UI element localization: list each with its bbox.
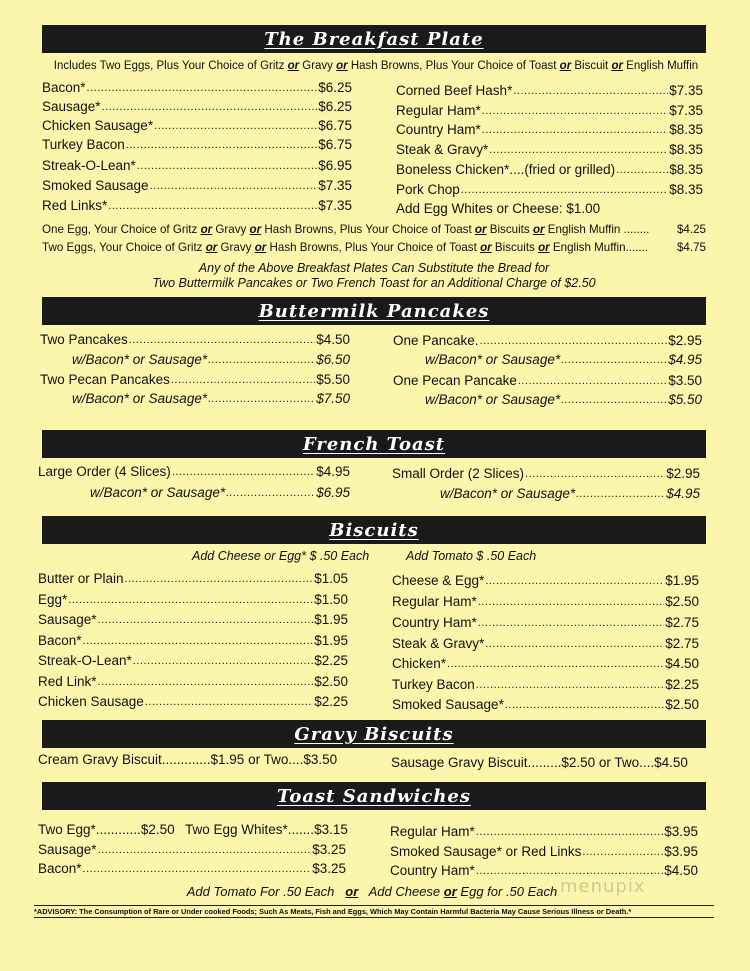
substitute-note-1: Any of the Above Breakfast Plates Can Substitute the Bread for [198, 261, 550, 275]
biscuits-banner [42, 516, 706, 544]
menu-item: Steak & Gravy* ..... $8.35 [396, 140, 703, 159]
menu-item: Bacon* ..... $3.25 [38, 859, 346, 878]
menu-item: Turkey Bacon ..... $2.25 [392, 675, 699, 694]
egg-whites-addon: Add Egg Whites or Cheese: $1.00 [396, 201, 601, 216]
menu-item: Country Ham* ..... $4.50 [390, 861, 698, 880]
french-toast-title: French Toast [302, 433, 446, 455]
menu-item: Red Links* ..... $7.35 [42, 196, 352, 215]
toast-addons: Add Tomato For .50 Each or Add Cheese or Egg for .50 Each [186, 884, 558, 899]
gravy-biscuits-title: Gravy Biscuits [294, 723, 454, 745]
menu-item: Chicken Sausage ..... $2.25 [38, 692, 348, 711]
substitute-note-2: Two Buttermilk Pancakes or Two French Toast for an Additional Charge of $2.50 [152, 276, 596, 290]
menu-item: Sausage* ..... $1.95 [38, 610, 348, 629]
menu-item: Two Pecan Pancakes ..... $5.50 [40, 370, 350, 389]
menu-item: Two Egg*............$2.50 [38, 822, 175, 837]
pancakes-title: Buttermilk Pancakes [258, 300, 490, 322]
menu-item: Pork Chop ..... $8.35 [396, 180, 703, 199]
gravy-biscuits-banner [42, 720, 706, 748]
breakfast-banner [42, 25, 706, 53]
menu-item: Sausage* ..... $3.25 [38, 840, 346, 859]
advisory-notice: *ADVISORY: The Consumption of Rare or Under cooked Foods; Such As Meats, Fish and Eggs, Which May Contain Harmful Bacteria May Cause Serious Illness or Death.* [34, 905, 714, 918]
watermark: menupix [560, 876, 646, 897]
menu-item: Smoked Sausage* or Red Links ..... $3.95 [390, 842, 698, 861]
breakfast-includes: Includes Two Eggs, Plus Your Choice of Gritz or Gravy or Hash Browns, Plus Your Choice of Toast or Biscuit or English Muffin [53, 60, 699, 72]
menu-item: Turkey Bacon ..... $6.75 [42, 135, 352, 154]
menu-item: Country Ham* ..... $8.35 [396, 120, 703, 139]
menu-item: Regular Ham* ..... $2.50 [392, 592, 699, 611]
menu-item: w/Bacon* or Sausage* ..... $5.50 [425, 390, 702, 409]
menu-item: Two Egg Whites*.......$3.15 [185, 822, 348, 837]
menu-item: Chicken* ..... $4.50 [392, 654, 699, 673]
menu-item: Streak-O-Lean* ..... $2.25 [38, 651, 348, 670]
menu-item: Cheese & Egg* ..... $1.95 [392, 571, 699, 590]
menu-item: Steak & Gravy* ..... $2.75 [392, 634, 699, 653]
menu-item: w/Bacon* or Sausage* ..... $7.50 [72, 389, 350, 408]
menu-item: One Pancake. ..... $2.95 [393, 331, 702, 350]
cream-gravy-biscuit: Cream Gravy Biscuit.............$1.95 or Two....$3.50 [38, 752, 338, 767]
menu-item: Bacon* ..... $1.95 [38, 631, 348, 650]
biscuits-title: Biscuits [329, 519, 419, 541]
menu-item: Small Order (2 Slices) ..... $2.95 [392, 464, 700, 483]
menu-item: Country Ham* ..... $2.75 [392, 613, 699, 632]
menu-item: w/Bacon* or Sausage* ..... $4.95 [425, 350, 702, 369]
breakfast-title: The Breakfast Plate [264, 28, 484, 50]
menu-item: Smoked Sausage ..... $7.35 [42, 176, 352, 195]
menu-item: Large Order (4 Slices) ..... $4.95 [38, 462, 350, 481]
menu-item: Sausage* ..... $6.25 [42, 97, 352, 116]
menu-item: w/Bacon* or Sausage* ..... $6.95 [90, 483, 350, 502]
menu-item: Smoked Sausage* ..... $2.50 [392, 695, 699, 714]
menu-item: Corned Beef Hash* ..... $7.35 [396, 81, 703, 100]
sausage-gravy-biscuit: Sausage Gravy Biscuit.........$2.50 or Two....$4.50 [391, 755, 688, 770]
menu-item: Streak-O-Lean* ..... $6.95 [42, 156, 352, 175]
toast-sandwiches-banner [42, 782, 706, 810]
menu-item: w/Bacon* or Sausage* ..... $4.95 [440, 484, 700, 503]
french-toast-banner [42, 430, 706, 458]
menu-item: Bacon* ..... $6.25 [42, 78, 352, 97]
menu-item: Red Link* ..... $2.50 [38, 672, 348, 691]
menu-item: Chicken Sausage* ..... $6.75 [42, 116, 352, 135]
one-egg-plate: One Egg, Your Choice of Gritz or Gravy or Hash Browns, Plus Your Choice of Toast or Biscuits or English Muffin ........ $4.25 [42, 223, 706, 236]
menu-item: Regular Ham* ..... $3.95 [390, 822, 698, 841]
menu-item: Regular Ham* ..... $7.35 [396, 101, 703, 120]
menu-item: Boneless Chicken*....(fried or grilled) ..... $8.35 [396, 160, 703, 179]
menu-item: Butter or Plain ..... $1.05 [38, 569, 348, 588]
pancakes-banner [42, 297, 706, 325]
menu-item: Egg* ..... $1.50 [38, 590, 348, 609]
menu-item: Two Pancakes ..... $4.50 [40, 330, 350, 349]
toast-sandwiches-title: Toast Sandwiches [276, 785, 471, 807]
menu-item: One Pecan Pancake ..... $3.50 [393, 371, 702, 390]
menu-item: w/Bacon* or Sausage* ..... $6.50 [72, 350, 350, 369]
two-eggs-plate: Two Eggs, Your Choice of Gritz or Gravy or Hash Browns, Plus Your Choice of Toast or Biscuits or English Muffin....... $4.75 [42, 241, 706, 254]
biscuits-addon-tomato: Add Tomato $ .50 Each [406, 549, 537, 563]
biscuits-addon-cheese: Add Cheese or Egg* $ .50 Each [192, 549, 370, 563]
